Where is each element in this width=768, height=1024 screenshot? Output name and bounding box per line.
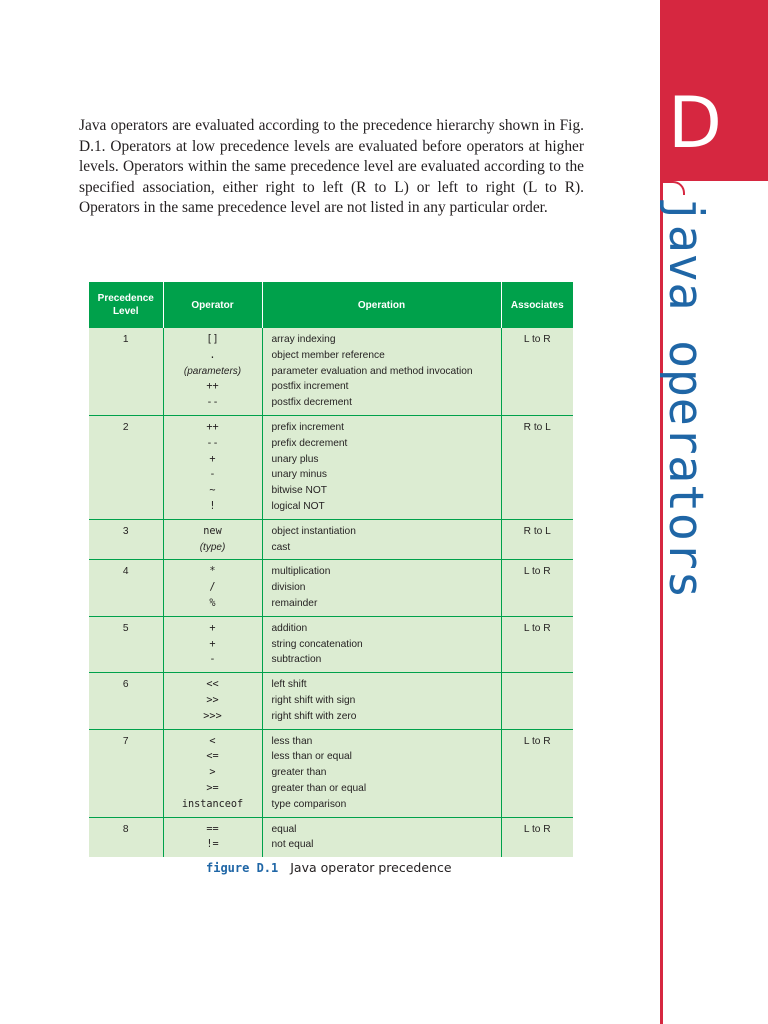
operator-cell [163,519,262,560]
header-operator: Operator [163,282,262,328]
chapter-letter: D [668,82,722,164]
operation-description: less than or equal [271,751,352,763]
operator-precedence-table [89,282,573,857]
table-row [89,673,573,729]
figure-label: figure D.1 [206,861,279,875]
operation-description: postfix increment [271,381,349,393]
table-header-row [89,282,573,328]
operation-description: array indexing [271,334,336,345]
table-row [89,560,573,616]
precedence-level-cell: 6 [89,673,163,729]
associates-cell: L to R [501,560,573,616]
operation-description: remainder [271,597,318,609]
operator-symbol: -- [206,397,219,409]
operation-description: object instantiation [271,525,356,537]
table-row [89,328,573,415]
table-row [89,729,573,817]
precedence-level-cell: 4 [89,560,163,616]
operator-symbol: / [209,582,216,594]
associates-cell [501,673,573,729]
operator-symbol: >> [206,694,219,706]
associates-cell: R to L [501,415,573,519]
operator-symbol: -- [206,437,219,449]
operation-cell [262,519,501,560]
operator-symbol: <= [206,751,219,763]
precedence-level-cell: 7 [89,729,163,817]
operator-cell [163,328,262,415]
operation-description: left shift [271,679,307,691]
operation-description: cast [271,541,291,553]
operator-symbol: ++ [206,381,219,393]
intro-paragraph: Java operators are evaluated according to the precedence hierarchy shown in Fig. D.1. Operators at low precedence levels are evaluated before operators at higher levels. Operators within the same precedence level are evaluated according to the specified association, either right to left (R to L) or left to right (L to R). Operators in the same precedence level are not listed in any particular order. [79,117,584,216]
operator-symbol: (type) [199,541,226,553]
operator-symbol: < [209,735,216,747]
operation-description: object member reference [271,349,385,361]
operator-symbol: % [209,597,216,609]
operation-cell [262,616,501,672]
operation-description: type comparison [271,798,347,810]
precedence-level-cell: 1 [89,328,163,415]
operation-description: less than [271,735,313,747]
operation-description: parameter evaluation and method invocation [271,365,473,377]
operation-description: right shift with sign [271,694,356,706]
operator-symbol: instanceof [181,798,244,810]
precedence-level-cell: 8 [89,817,163,857]
precedence-level-cell: 2 [89,415,163,519]
operator-symbol: * [209,566,216,578]
operator-cell [163,817,262,857]
precedence-level-cell: 3 [89,519,163,560]
operator-symbol: - [209,469,216,481]
operator-symbol: + [209,622,216,634]
operation-description: string concatenation [271,638,363,650]
operator-symbol: ++ [206,421,219,433]
operator-symbol: << [206,679,219,691]
table-body [89,328,573,857]
associates-cell: L to R [501,616,573,672]
operation-description: logical NOT [271,500,325,512]
operator-symbol: + [209,453,216,465]
operation-description: prefix increment [271,421,344,433]
operator-cell [163,560,262,616]
chapter-tab-hook [661,181,685,195]
operator-symbol: - [209,654,216,666]
table-row [89,415,573,519]
operation-cell [262,817,501,857]
operation-description: subtraction [271,654,322,666]
operator-cell [163,415,262,519]
associates-cell: L to R [501,729,573,817]
precedence-level-cell: 5 [89,616,163,672]
operator-symbol: new [203,525,222,537]
operation-cell [262,328,501,415]
operation-description: greater than or equal [271,782,367,794]
table-row [89,616,573,672]
operation-description: postfix decrement [271,397,352,409]
operation-description: multiplication [271,566,331,578]
operation-cell [262,560,501,616]
associates-cell: L to R [501,328,573,415]
operator-cell [163,729,262,817]
operator-symbol: != [206,839,219,851]
figure-caption-text: Java operator precedence [290,860,452,875]
table-row [89,817,573,857]
table-row [89,519,573,560]
operator-symbol: + [209,638,216,650]
operator-symbol: ! [209,500,216,512]
operation-description: addition [271,622,308,634]
operator-symbol: . [209,349,216,361]
operator-symbol: == [206,823,219,835]
operation-description: equal [271,823,297,835]
figure-caption [206,860,452,875]
header-associates: Associates [501,282,573,328]
associates-cell: R to L [501,519,573,560]
operation-description: unary plus [271,453,319,465]
associates-cell: L to R [501,817,573,857]
header-precedence-level: Precedence Level [89,282,163,328]
operator-symbol: ~ [209,485,216,497]
operation-description: right shift with zero [271,710,357,722]
operation-cell [262,729,501,817]
operation-description: not equal [271,839,314,851]
operator-symbol: (parameters) [183,365,242,377]
operation-description: division [271,582,306,594]
operation-description: prefix decrement [271,437,348,449]
operation-description: greater than [271,767,327,779]
operation-description: bitwise NOT [271,485,327,497]
operator-symbol: >>> [203,710,222,722]
operator-cell [163,616,262,672]
chapter-title: java operators [658,196,713,600]
operation-cell [262,673,501,729]
header-operation: Operation [262,282,501,328]
operation-cell [262,415,501,519]
operator-symbol: [] [206,334,219,345]
operator-cell [163,673,262,729]
operator-symbol: > [209,767,216,779]
operation-description: unary minus [271,469,327,481]
operator-symbol: >= [206,782,219,794]
